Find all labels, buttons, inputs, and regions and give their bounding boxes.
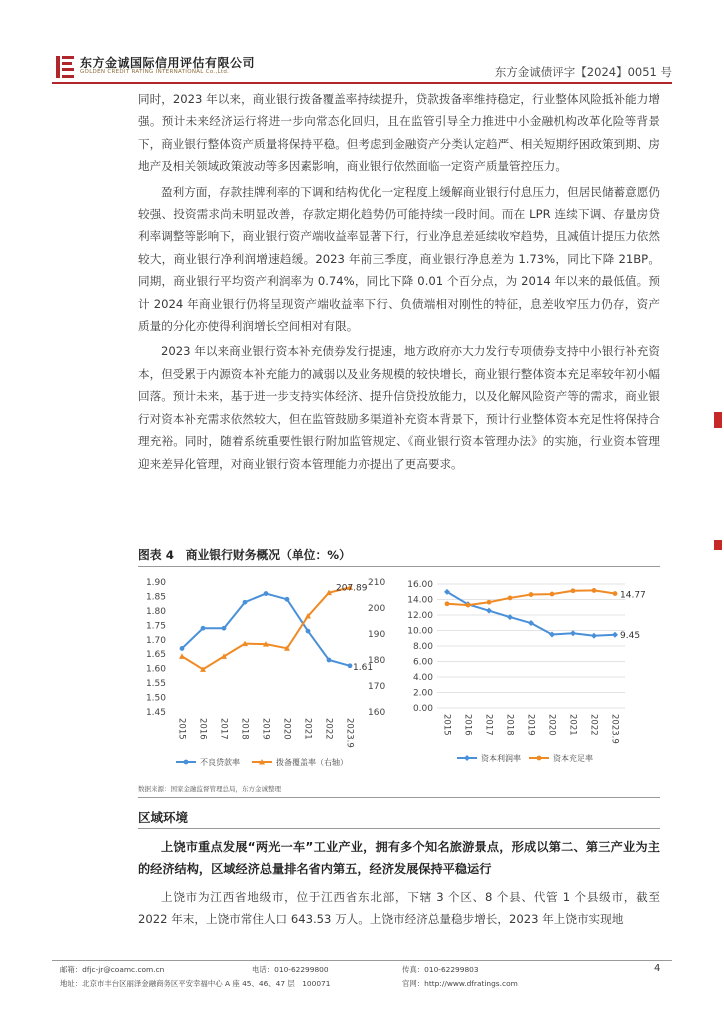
page-number: 4 [654,963,661,974]
data-point [612,632,618,638]
paragraph-capital: 2023 年以来商业银行资本补充债券发行提速，地方政府亦大力发行专项债券支持中小银行补充资本，但受累于内源资本补充能力的减弱以及业务规模的较快增长，商业银行整体资本充足率较年初小幅回落。预计未来，基于进一步支持实体经济、提升信贷投放能力，以及化解风险资产等的需求，商业银行对资本补充需求依然较大，但在监管鼓励多渠道补充资本背景下，预计行业整体资本充足性将保持合理充裕。同时，随着系统重要性银行附加监管规定、《商业银行资本管理办法》的实施，行业资本管理迎来差异化管理，对商业银行资本管理能力亦提出了更高要求。 [138,344,660,471]
y-right-tick-label: 210 [368,578,386,588]
data-point [613,591,618,596]
series-line-0 [182,594,350,666]
legend-marker-car [537,756,542,761]
edge-mark-lower [714,540,722,550]
paragraph-shangrao-text: 上饶市为江西省地级市，位于江西省东北部，下辖 3 个区、8 个县、代管 1 个县级市，截至 2022 年末，上饶市常住人口 643.53 万人。上饶市经济总量稳步增长，2023 年上饶市实现地 [138,890,660,927]
data-point [445,601,450,606]
legend-marker-roe [464,755,470,761]
data-point [285,597,290,602]
legend-label-provision: 拨备覆盖率（右轴） [276,758,348,767]
header-divider [52,82,672,84]
footer-fax: 传真：010-62299803 [402,965,479,974]
x-tick-label: 2015 [441,714,452,736]
x-tick-label: 2023.9 [344,718,355,748]
data-point [508,596,513,601]
edge-mark-upper [714,412,722,428]
legend-label-car: 资本充足率 [553,754,593,763]
y-left-tick-label: 1.60 [145,664,166,675]
x-tick-label: 2015 [176,718,187,740]
legend-label-roe: 资本利润率 [481,754,521,763]
x-tick-label: 2017 [483,714,494,736]
y-right-tick-label: 160 [368,708,386,718]
figure-source: 数据来源：国家金融监督管理总局，东方金诚整理 [138,785,281,793]
x-tick-label: 2023.9 [609,714,620,744]
y-right-tick-label: 190 [368,630,386,640]
figure-top-rule [138,566,660,567]
x-tick-label: 2022 [323,718,334,740]
y-left-tick-label: 1.45 [145,708,166,718]
data-point [550,592,555,597]
paragraph-shangrao [138,886,660,931]
y-left-tick-label: 1.90 [145,578,166,588]
y-tick-label: 10.00 [407,626,433,637]
data-point [243,600,248,605]
y-tick-label: 2.00 [412,688,433,699]
figure-bottom-rule [138,797,660,798]
company-name-en: GOLDEN CREDIT RATING INTERNATIONAL Co.,Ltd. [80,69,230,75]
data-point [179,653,185,659]
data-point [529,592,534,597]
section-lead: 上饶市重点发展“两光一车”工业产业，拥有多个知名旅游景点，形成以第二、第三产业为主的经济结构，区域经济总量排名省内第五，经济发展保持平稳运行 [138,840,660,876]
data-point [571,588,576,593]
x-tick-label: 2022 [588,714,599,736]
x-tick-label: 2019 [525,714,536,736]
y-right-tick-label: 170 [368,682,386,692]
section-divider [138,828,660,829]
y-left-tick-label: 1.75 [145,621,166,632]
data-point [180,646,185,651]
series-line-0 [447,592,615,636]
data-point [592,588,597,593]
body-text [138,88,660,475]
npl-provision-chart [138,570,400,782]
data-point [591,633,597,639]
document-number: 东方金诚债评字【2024】0051 号 [494,65,672,79]
x-tick-label: 2019 [260,718,271,740]
data-point [348,663,353,668]
x-tick-label: 2021 [302,718,313,740]
data-label-roe-end: 9.45 [620,630,641,641]
x-tick-label: 2017 [218,718,229,740]
data-point [327,658,332,663]
footer-divider [52,960,672,961]
footer-address: 地址：北京市丰台区丽泽金融商务区平安幸福中心 A 座 45、46、47 层 100071 [60,979,331,988]
y-tick-label: 4.00 [412,673,433,683]
y-right-tick-label: 200 [368,604,386,614]
footer-website[interactable]: 官网：http://www.dfratings.com [402,979,518,988]
x-tick-label: 2018 [504,714,515,736]
y-right-tick-label: 180 [368,656,386,666]
y-left-tick-label: 1.85 [145,592,166,603]
y-tick-label: 8.00 [412,642,433,652]
y-left-tick-label: 1.70 [145,635,166,646]
data-point [306,629,311,634]
y-tick-label: 16.00 [407,580,433,590]
figure-title: 图表 4 商业银行财务概况（单位：%） [138,548,351,562]
data-point [466,603,471,608]
y-left-tick-label: 1.50 [145,693,166,704]
y-left-tick-label: 1.55 [145,679,166,690]
roe-capital-chart [405,570,661,782]
section-title: 区域环境 [138,810,189,825]
data-point [486,608,492,614]
paragraph-profitability: 盈利方面，存款挂牌利率的下调和结构优化一定程度上缓解商业银行付息压力，但居民储蓄意愿仍较强、投资需求尚未明显改善，存款定期化趋势仍可能持续一段时间。而在 LPR 连续下调、存量房贷利率调整等影响下，商业银行资产端收益率显著下行，行业净息差延续收窄趋势，且减值计提压力依然较大，商业银行净利润增速趋缓。2023 年前三季度，商业银行净息差为 1.73%，同比下降 21BP。同期，商业银行平均资产利润率为 0.74%，同比下降 0.01 个百分点，为 2014 年以来的最低值。预计 2024 年商业银行仍将呈现资产端收益率下行、负债端相对刚性的特征，息差收窄压力仍存，资产质量的分化亦使得利润增长空间相对有限。 [138,184,660,334]
data-point [201,626,206,631]
x-tick-label: 2016 [462,714,473,736]
data-point [570,630,576,636]
footer-phone: 电话：010-62299800 [252,965,329,974]
legend-marker-npl [184,760,189,765]
data-label-car-end: 14.77 [620,590,646,601]
paragraph-asset-quality: 同时，2023 年以来，商业银行拨备覆盖率持续提升，贷款拨备率维持稳定，行业整体风险抵补能力增强。预计未来经济运行将进一步向常态化回归，且在监管引导全力推进中小金融机构改革化险等背景下，商业银行整体资产质量将保持平稳。但考虑到金融资产分类认定趋严、相关短期纾困政策到期、房地产及相关领域政策波动等多因素影响，商业银行依然面临一定资产质量管控压力。 [138,92,660,174]
y-tick-label: 14.00 [407,595,433,606]
x-tick-label: 2020 [281,718,292,740]
legend-label-npl: 不良贷款率 [200,758,240,767]
y-left-tick-label: 1.65 [145,650,166,661]
y-left-tick-label: 1.80 [145,606,166,617]
data-point [222,626,227,631]
x-tick-label: 2021 [567,714,578,736]
y-tick-label: 0.00 [412,704,433,714]
footer-email: 邮箱：dfjc-jr@coamc.com.cn [60,965,165,974]
y-tick-label: 12.00 [407,611,433,621]
x-tick-label: 2020 [546,714,557,736]
x-tick-label: 2016 [197,718,208,740]
y-tick-label: 6.00 [412,657,433,668]
data-point [264,591,269,596]
data-label-npl-end: 1.61 [353,662,374,673]
data-label-provision-end: 207.89 [336,583,368,594]
company-name-cn: 东方金诚国际信用评估有限公司 [80,56,256,70]
x-tick-label: 2018 [239,718,250,740]
data-point [487,600,492,605]
page-header [0,0,724,82]
company-logo-icon [56,56,74,78]
